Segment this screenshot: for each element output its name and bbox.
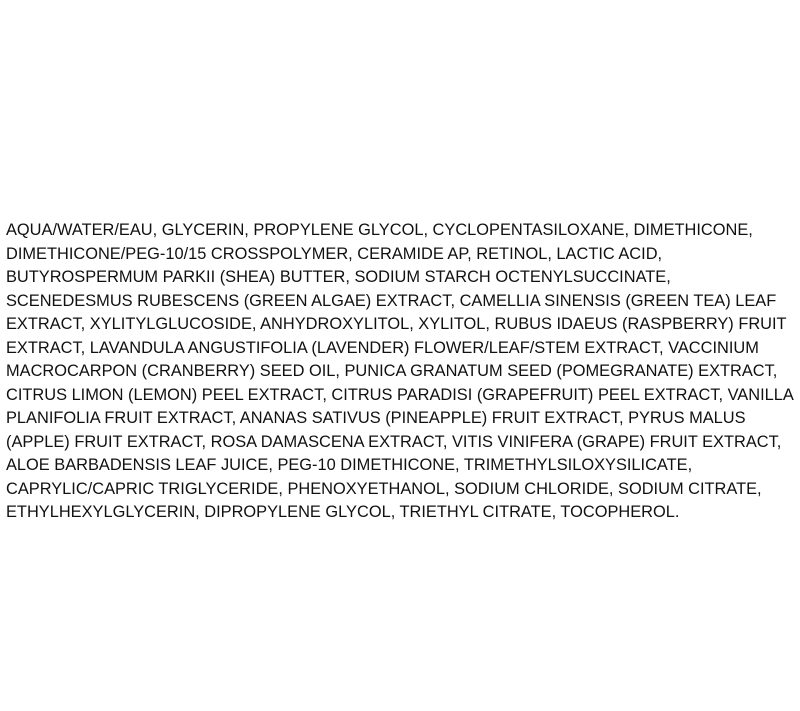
ingredients-line: PLANIFOLIA FRUIT EXTRACT, ANANAS SATIVUS (PINEAPPLE) FRUIT EXTRACT, PYRUS MALUS: [6, 409, 746, 427]
ingredients-line: (APPLE) FRUIT EXTRACT, ROSA DAMASCENA EXTRACT, VITIS VINIFERA (GRAPE) FRUIT EXTRACT,: [6, 432, 782, 451]
ingredients-line: BUTYROSPERMUM PARKII (SHEA) BUTTER, SODIUM STARCH OCTENYLSUCCINATE,: [6, 268, 671, 286]
ingredients-list: [6, 219, 796, 525]
ingredients-line: AQUA/WATER/EAU, GLYCERIN, PROPYLENE GLYCOL, CYCLOPENTASILOXANE, DIMETHICONE,: [6, 221, 753, 239]
ingredients-line: ETHYLHEXYLGLYCERIN, DIPROPYLENE GLYCOL, TRIETHYL CITRATE, TOCOPHEROL.: [6, 503, 680, 521]
ingredients-line: MACROCARPON (CRANBERRY) SEED OIL, PUNICA GRANATUM SEED (POMEGRANATE) EXTRACT,: [6, 362, 778, 380]
ingredients-line: EXTRACT, LAVANDULA ANGUSTIFOLIA (LAVENDER) FLOWER/LEAF/STEM EXTRACT, VACCINIUM: [6, 338, 759, 357]
ingredients-line: EXTRACT, XYLITYLGLUCOSIDE, ANHYDROXYLITOL, XYLITOL, RUBUS IDAEUS (RASPBERRY) FRUIT: [6, 315, 787, 333]
ingredients-line: DIMETHICONE/PEG-10/15 CROSSPOLYMER, CERAMIDE AP, RETINOL, LACTIC ACID,: [6, 244, 663, 263]
ingredients-line: CITRUS LIMON (LEMON) PEEL EXTRACT, CITRUS PARADISI (GRAPEFRUIT) PEEL EXTRACT, VANILLA: [6, 385, 794, 404]
ingredients-line: ALOE BARBADENSIS LEAF JUICE, PEG-10 DIMETHICONE, TRIMETHYLSILOXYSILICATE,: [6, 456, 693, 474]
ingredients-line: SCENEDESMUS RUBESCENS (GREEN ALGAE) EXTRACT, CAMELLIA SINENSIS (GREEN TEA) LEAF: [6, 291, 777, 310]
ingredients-line: CAPRYLIC/CAPRIC TRIGLYCERIDE, PHENOXYETHANOL, SODIUM CHLORIDE, SODIUM CITRATE,: [6, 479, 762, 498]
